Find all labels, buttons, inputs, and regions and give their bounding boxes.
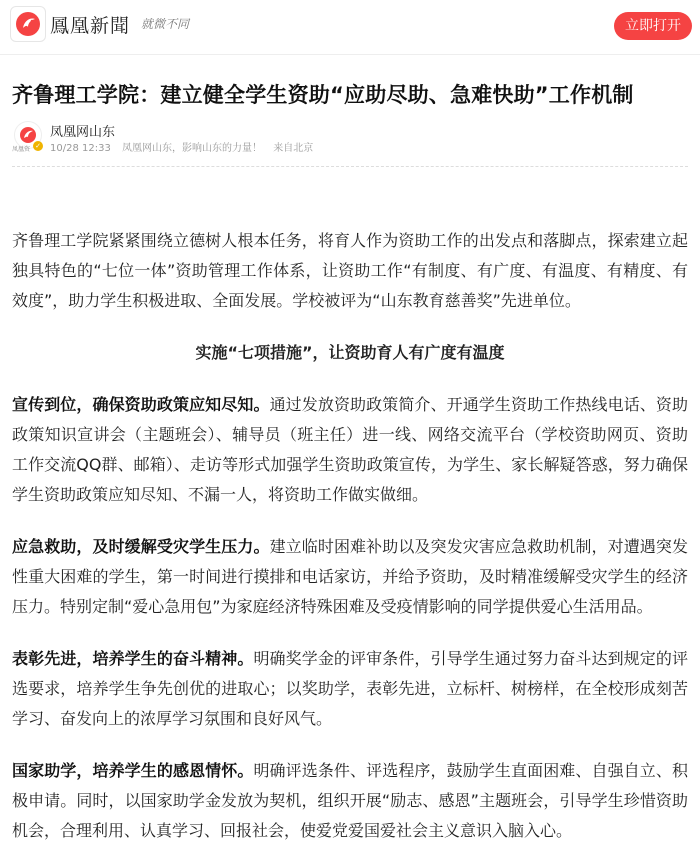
brand-name: 鳳凰新聞 (50, 15, 131, 37)
paragraph-lead: 应急救助，及时缓解受灾学生压力。 (12, 537, 270, 556)
intro-paragraph: 齐鲁理工学院紧紧围绕立德树人根本任务，将育人作为资助工作的出发点和落脚点，探索建立起独具特色的“七位一体”资助管理工作体系，让资助工作“有制度、有广度、有温度、有精度、有效度”，助力学生积极进取、全面发展。学校被评为“山东教育慈善奖”先进单位。 (12, 231, 688, 310)
verified-icon: ✓ (33, 141, 43, 151)
paragraph-lead: 国家助学，培养学生的感恩情怀。 (12, 761, 254, 780)
brand-slogan: 就微不同 (141, 17, 190, 31)
app-header (0, 0, 700, 55)
author-name[interactable]: 凤凰网山东 (50, 125, 116, 140)
author-tagline: 凤凰网山东，影响山东的力量！ (122, 143, 263, 154)
article-body (12, 226, 688, 846)
avatar-caption: 凤凰资 (12, 146, 31, 153)
paragraph-body: 明确奖学金的评审条件，引导学生通过努力奋斗达到规定的评选要求，培养学生争先创优的进取心；以奖助学，表彰先进，立标杆、树榜样，在全校形成刻苦学习、奋发向上的浓厚学习氛围和良好风气。 (12, 649, 688, 728)
paragraph-lead: 宣传到位，确保资助政策应知尽知。 (12, 395, 270, 414)
paragraph-commendation (12, 644, 688, 734)
section-subheading: 实施“七项措施”，让资助育人有广度有温度 (195, 343, 505, 362)
paragraph-publicity (12, 390, 688, 510)
paragraph-lead: 表彰先进，培养学生的奋斗精神。 (12, 649, 254, 668)
article-source: 来自北京 (273, 143, 314, 154)
open-app-button[interactable]: 立即打开 (614, 12, 692, 40)
article-meta (50, 139, 321, 154)
paragraph-body: 通过发放资助政策简介、开通学生资助工作热线电话、资助政策知识宣讲会（主题班会）、辅导员（班主任）进一线、网络交流平台（学校资助网页、资助工作交流QQ群、邮箱）、走访等形式加强学生资助政策宣传，为学生、家长解疑答惑，努力确保学生资助政策应知尽知、不漏一人，将资助工作做实做细。 (12, 395, 688, 504)
article-title: 齐鲁理工学院：建立健全学生资助“应助尽助、急难快助”工作机制 (12, 83, 634, 107)
phoenix-logo-icon[interactable] (10, 6, 46, 42)
paragraph-body: 建立临时困难补助以及突发灾害应急救助机制，对遭遇突发性重大困难的学生，第一时间进行摸排和电话家访，并给予资助，及时精准缓解受灾学生的经济压力。特别定制“爱心急用包”为家庭经济特殊困难及受疫情影响的同学提供爱心生活用品。 (12, 537, 688, 616)
paragraph-body: 明确评选条件、评选程序，鼓励学生直面困难、自强自立、积极申请。同时，以国家助学金发放为契机，组织开展“励志、感恩”主题班会，引导学生珍惜资助机会，合理利用、认真学习、回报社会，使爱党爱国爱社会主义意识入脑入心。 (12, 761, 688, 840)
paragraph-national-aid (12, 756, 688, 846)
publish-date: 10/28 12:33 (50, 143, 111, 154)
divider (12, 166, 688, 167)
paragraph-emergency (12, 532, 688, 622)
